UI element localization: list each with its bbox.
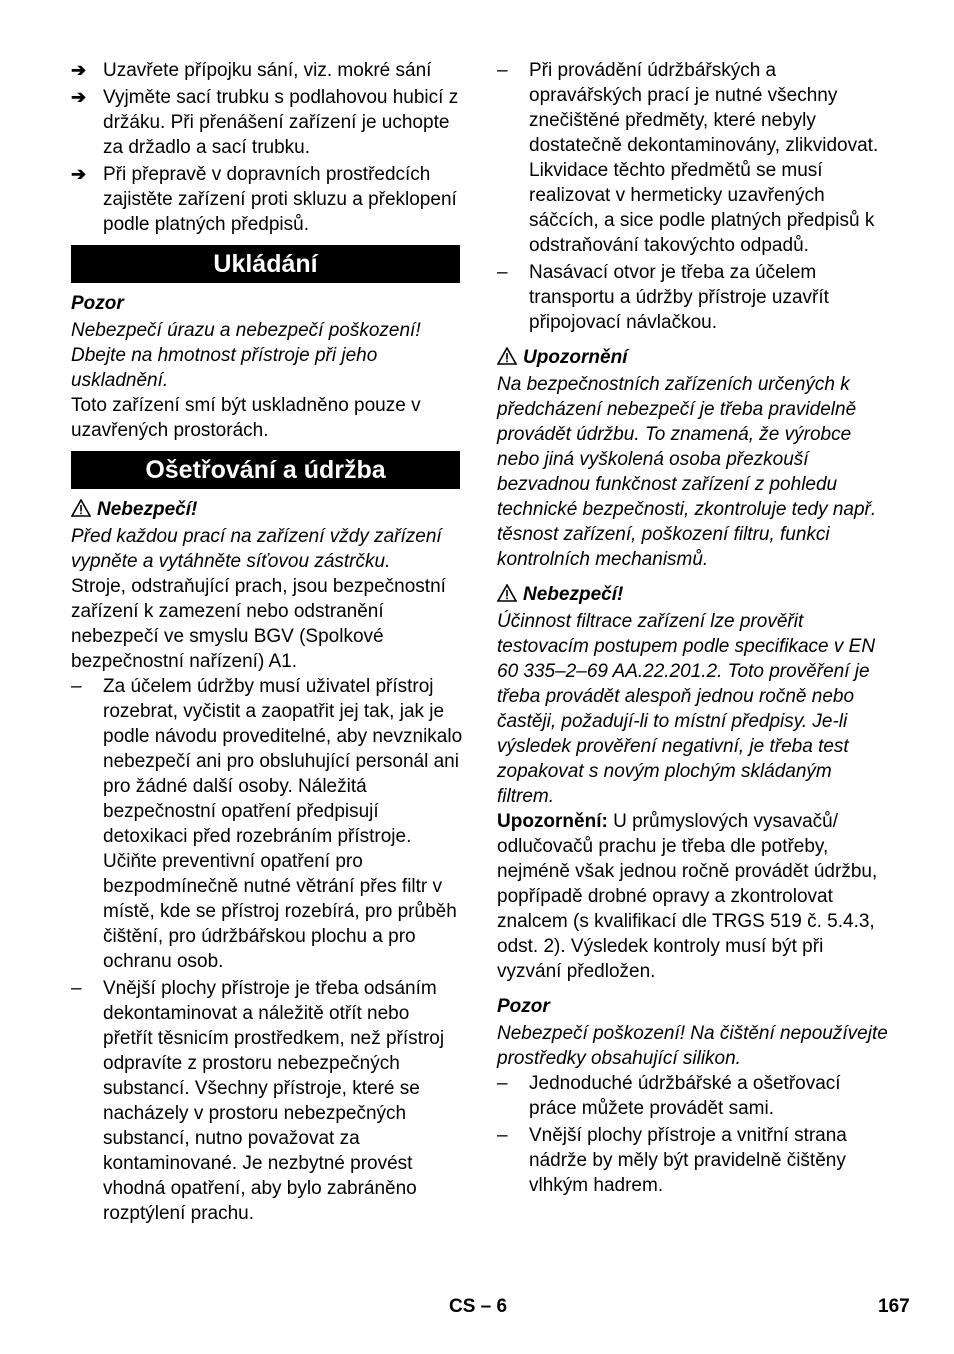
danger-heading: Nebezpečí!	[497, 582, 889, 607]
list-item: – Za účelem údržby musí uživatel přístroj rozebrat, vyčistit a zaopatřit jej tak, jak je podle návodu proveditelné, aby nevznikalo nebezpečí ani pro obsluhující personál ani pro žádné další osoby. Náležitá bezpečnostní opatření předpisují detoxikaci před rozebráním přístroje. Učiňte preventivní opatření pro bezpodmínečně nutné větrání přes filtr v místě, kde se přístroj rozebírá, pro průběh čištění, pro údržbářskou plochu a pro ochranu osob.	[71, 676, 463, 972]
list-item: – Vnější plochy přístroje a vnitřní strana nádrže by měly být pravidelně čištěny vlhkým hadrem.	[497, 1125, 847, 1196]
arrow-icon: ➔	[71, 164, 87, 184]
maintenance-text: Stroje, odstraňující prach, jsou bezpečnostní zařízení k zamezení nebo odstranění nebezpečí ve smyslu BGV (Spolkové bezpečnostní nařízení) A1.	[71, 576, 446, 672]
dash-marker: –	[497, 1125, 508, 1146]
danger-heading: Nebezpečí!	[71, 497, 463, 522]
pozor-text: Nebezpečí úrazu a nebezpečí poškození! Dbejte na hmotnost přístroje při jeho uskladnění.	[71, 320, 421, 391]
list-item: ➔ Vyjměte sací trubku s podlahovou hubicí z držáku. Při přenášení zařízení je uchopte za držadlo a sací trubku.	[71, 87, 459, 158]
arrow-icon: ➔	[71, 60, 87, 80]
disposal-list	[497, 58, 889, 335]
list-item: ➔ Při přepravě v dopravních prostředcích zajistěte zařízení proti skluzu a překlopení podle platných předpisů.	[71, 164, 457, 235]
maintenance-list	[71, 674, 463, 1226]
transport-instructions	[71, 58, 463, 237]
list-item: ➔ Uzavřete přípojku sání, viz. mokré sání	[71, 60, 432, 81]
page-number: 167	[878, 1296, 910, 1317]
footer-section-label: CS – 6	[449, 1296, 508, 1317]
right-column	[497, 58, 889, 1200]
dash-marker: –	[497, 262, 508, 283]
dash-marker: –	[497, 1073, 508, 1094]
pozor-label: Pozor	[497, 996, 550, 1017]
warning-icon	[497, 584, 517, 602]
dash-marker: –	[497, 60, 508, 81]
warning-icon	[71, 499, 91, 517]
upozorneni-heading: Upozornění	[497, 345, 889, 370]
storage-text: Toto zařízení smí být uskladněno pouze v uzavřených prostorách.	[71, 395, 421, 441]
arrow-icon: ➔	[71, 87, 87, 107]
section-heading-maintenance: Ošetřování a údržba	[71, 451, 460, 489]
pozor-label: Pozor	[71, 293, 124, 314]
cleaning-list	[497, 1071, 889, 1198]
danger-text: Účinnost filtrace zařízení lze prověřit testovacím postupem podle specifikace v EN 60 335–2–69 AA.22.201.2. Toto prověření je třeba provádět alespoň jednou ročně nebo častěji, požadují-li to místní předpisy. Je-li výsledek prověření negativní, je třeba test zopakovat s novým plochým skládaným filtrem.	[497, 611, 876, 807]
list-item: – Nasávací otvor je třeba za účelem transportu a údržby přístroje uzavřít připojovací návlačkou.	[497, 262, 829, 333]
dash-marker: –	[71, 978, 82, 999]
inspection-note: Upozornění: U průmyslových vysavačů/ odlučovačů prachu je třeba dle potřeby, nejméně však jednou ročně provádět údržbu, popřípadě drobné opravy a zkontrolovat znalcem (s kvalifikací dle TRGS 519 č. 5.4.3, odst. 2). Výsledek kontroly musí být při vyzvání předložen.	[497, 811, 878, 982]
warning-icon	[497, 347, 517, 365]
list-item: – Vnější plochy přístroje je třeba odsáním dekontaminovat a náležitě otřít nebo přetřít těsnicím prostředkem, než přístroj odpravíte z prostoru nebezpečných substancí. Všechny přístroje, které se nacházely v prostoru nebezpečných substancí, nutno považovat za kontaminované. Je nezbytné provést vhodná opatření, aby bylo zabráněno rozptýlení prachu.	[71, 978, 445, 1224]
section-heading-storage: Ukládání	[71, 245, 460, 283]
list-item: – Jednoduché údržbářské a ošetřovací práce můžete provádět sami.	[497, 1073, 841, 1119]
list-item: – Při provádění údržbářských a opravářských prací je nutné všechny znečištěné předměty, které nebyly dostatečně dekontaminovány, zlikvidovat. Likvidace těchto předmětů se musí realizovat v hermeticky uzavřených sáčcích, a sice podle platných předpisů k odstraňování takovýchto odpadů.	[497, 60, 879, 256]
pozor-text: Nebezpečí poškození! Na čištění nepoužívejte prostředky obsahující silikon.	[497, 1023, 888, 1069]
dash-marker: –	[71, 676, 82, 697]
left-column	[71, 58, 463, 1228]
danger-text: Před každou prací na zařízení vždy zařízení vypněte a vytáhněte síťovou zástrčku.	[71, 526, 442, 572]
upozorneni-text: Na bezpečnostních zařízeních určených k předcházení nebezpečí je třeba pravidelně provádět údržbu. To znamená, že výrobce nebo jiná vyškolená osoba přezkouší bezvadnou funkčnost zařízení z pohledu technické bezpečnosti, zkontroluje tedy např. těsnost zařízení, poškození filtru, funkci kontrolních mechanismů.	[497, 374, 877, 570]
